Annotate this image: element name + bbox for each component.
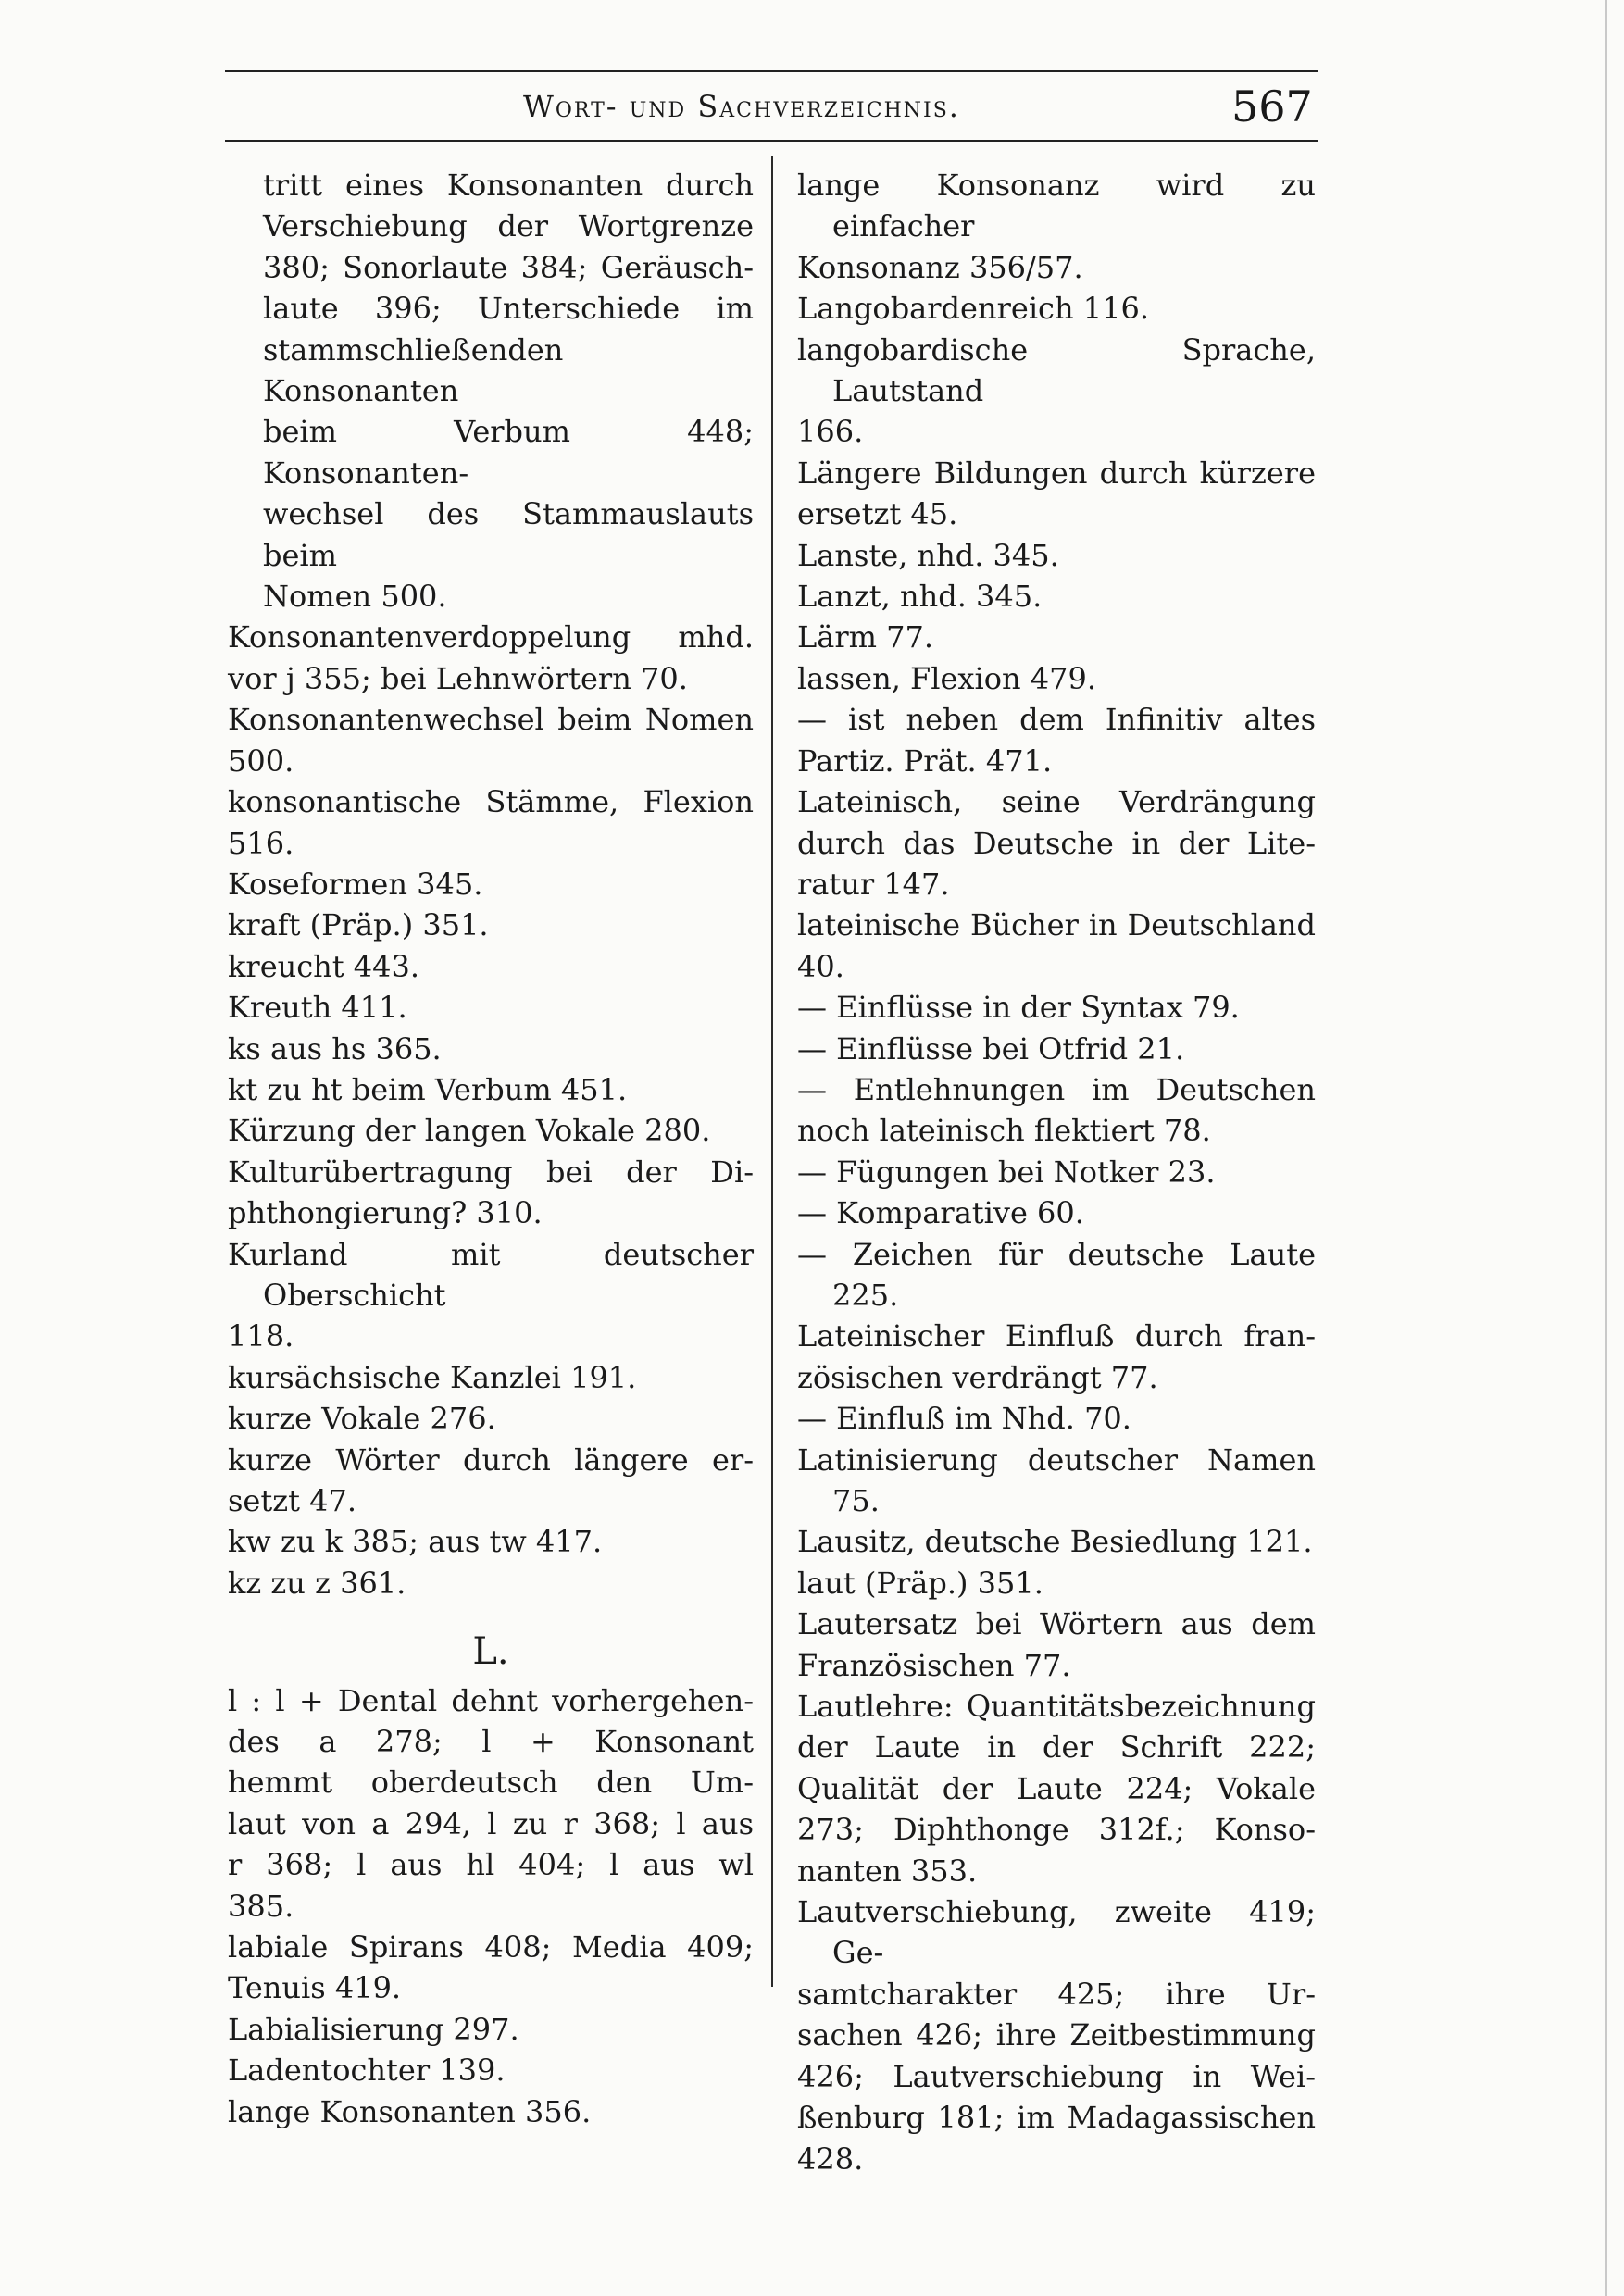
index-entry-line: Konsonantenwechsel beim Nomen — [228, 702, 754, 738]
index-entry — [797, 1603, 1316, 1686]
index-entry-line: der Laute in der Schrift 222; — [797, 1729, 1316, 1766]
index-entry-line: Lanste, nhd. 345. — [797, 537, 1059, 573]
page-number: 567 — [1231, 81, 1313, 131]
index-entry-line: Lärm 77. — [797, 619, 934, 655]
index-entry — [797, 535, 1316, 576]
index-entry-line: Kreuth 411. — [228, 990, 407, 1026]
index-entry — [228, 1440, 754, 1522]
index-entry-line: Lateinischer Einfluß durch fran- — [797, 1318, 1316, 1354]
index-entry-line: 380; Sonorlaute 384; Geräusch- — [263, 249, 754, 285]
index-entry-line: nanten 353. — [797, 1853, 978, 1889]
index-entry-line: lange Konsonanz wird zu einfacher — [797, 168, 1316, 244]
index-entry — [797, 905, 1316, 987]
index-entry-line: 273; Diphthonge 312f.; Konso- — [797, 1812, 1316, 1848]
header-rule-bottom — [225, 140, 1318, 142]
index-entry-line: 385. — [228, 1888, 294, 1924]
index-entry-line: Koseformen 345. — [228, 866, 483, 902]
index-entry — [797, 699, 1316, 781]
index-entry-line: stammschließenden Konsonanten — [263, 331, 564, 409]
index-entry — [228, 1680, 754, 1927]
index-entry-line: wechsel des Stammauslauts beim — [263, 496, 754, 573]
index-entry-line: Kurland mit deutscher Oberschicht — [228, 1236, 754, 1313]
index-entry-line: kt zu ht beim Verbum 451. — [228, 1071, 628, 1107]
index-entry-line: vor j 355; bei Lehnwörtern 70. — [228, 660, 688, 696]
index-entry — [797, 1234, 1316, 1316]
index-entry — [797, 1192, 1316, 1233]
index-entry-line: zösischen verdrängt 77. — [797, 1359, 1158, 1395]
index-entry-line: tritt eines Konsonanten durch — [263, 168, 754, 203]
index-entry-line: Tenuis 419. — [228, 1970, 402, 2006]
index-entry — [228, 2050, 754, 2090]
index-entry-line: kurze Wörter durch längere er- — [228, 1441, 754, 1478]
index-entry-line: laut von a 294, l zu r 368; l aus — [228, 1805, 754, 1841]
index-entry-line: kz zu z 361. — [228, 1565, 406, 1601]
index-entry-line: Konsonanz 356/57. — [797, 249, 1083, 285]
index-entry — [228, 905, 754, 945]
index-entry — [797, 576, 1316, 617]
index-entry-line: samtcharakter 425; ihre Ur- — [797, 1976, 1316, 2012]
header-rule-top — [225, 70, 1318, 72]
index-entry-line: durch das Deutsche in der Lite- — [797, 825, 1316, 861]
index-entry-line: kreucht 443. — [228, 948, 420, 984]
index-entry-line: 118. — [228, 1318, 294, 1354]
index-entry — [228, 1357, 754, 1398]
index-entry-line: Kulturübertragung bei der Di- — [228, 1154, 754, 1190]
index-entry — [797, 1521, 1316, 1562]
index-entry — [228, 1069, 754, 1110]
index-entry-line: 516. — [228, 825, 294, 861]
index-entry-line: Ladentochter 139. — [228, 2053, 506, 2089]
index-entry — [797, 1316, 1316, 1398]
right-column — [797, 165, 1316, 2179]
index-entry-line: l : l + Dental dehnt vorhergehen- — [228, 1682, 754, 1718]
index-entry-line: Lateinisch, seine Verdrängung — [797, 784, 1316, 820]
index-entry-line: — Zeichen für deutsche Laute 225. — [797, 1236, 1316, 1313]
index-entry-line: phthongierung? 310. — [228, 1195, 543, 1231]
index-entry-line: 500. — [228, 742, 294, 779]
index-entry — [797, 165, 1316, 288]
index-entry — [797, 1029, 1316, 1069]
index-entry-line: Lanzt, nhd. 345. — [797, 579, 1043, 615]
left-column — [228, 165, 754, 2132]
index-entry-line: Lautersatz bei Wörtern aus dem — [797, 1606, 1316, 1642]
index-entry — [797, 330, 1316, 453]
index-entry — [797, 781, 1316, 905]
index-entry — [228, 617, 754, 699]
index-entry-line: — Fügungen bei Notker 23. — [797, 1154, 1216, 1190]
index-entry-line: ßenburg 181; im Madagassischen — [797, 2100, 1316, 2136]
index-entry — [228, 1029, 754, 1069]
index-entry — [228, 1927, 754, 2009]
index-entry-line: Französischen 77. — [797, 1647, 1071, 1683]
index-entry — [797, 1563, 1316, 1603]
index-entry — [797, 1069, 1316, 1152]
index-entry-line: sachen 426; ihre Zeitbestimmung — [797, 2017, 1316, 2053]
page-edge-shadow — [1605, 0, 1607, 2296]
index-entry-line: Konsonantenverdoppelung mhd. — [228, 619, 754, 655]
index-entry-line: — Einfluß im Nhd. 70. — [797, 1401, 1131, 1437]
index-entry-line: labiale Spirans 408; Media 409; — [228, 1929, 754, 1965]
index-entry-line: lateinische Bücher in Deutschland — [797, 907, 1316, 943]
index-entry-line: 428. — [797, 2140, 864, 2177]
index-entry — [797, 1440, 1316, 1522]
index-entry-line: langobardische Sprache, Lautstand — [797, 331, 1316, 409]
index-entry — [228, 2091, 754, 2132]
index-entry-line: Nomen 500. — [263, 579, 447, 615]
index-entry-line: ersetzt 45. — [797, 496, 958, 532]
index-entry-line: lassen, Flexion 479. — [797, 660, 1096, 696]
column-divider — [771, 156, 773, 1987]
index-entry-line: r 368; l aus hl 404; l aus wl — [228, 1847, 754, 1883]
index-entry-line: Qualität der Laute 224; Vokale — [797, 1770, 1316, 1806]
index-entry — [228, 165, 754, 617]
index-entry-line: — Einflüsse bei Otfrid 21. — [797, 1030, 1185, 1067]
index-entry-line: 426; Lautverschiebung in Wei- — [797, 2058, 1316, 2094]
index-entry-line: — Entlehnungen im Deutschen — [797, 1071, 1316, 1107]
index-entry-line: lange Konsonanten 356. — [228, 2093, 592, 2129]
index-entry — [228, 1521, 754, 1562]
index-entry-line: Lautlehre: Quantitätsbezeichnung — [797, 1689, 1316, 1725]
index-entry — [797, 288, 1316, 329]
index-entry — [228, 1563, 754, 1603]
index-entry-line: des a 278; l + Konsonant — [228, 1724, 754, 1760]
index-entry-line: ks aus hs 365. — [228, 1030, 442, 1067]
index-entry-line: noch lateinisch flektiert 78. — [797, 1113, 1211, 1149]
index-entry-line: Langobardenreich 116. — [797, 291, 1149, 327]
index-entry — [797, 658, 1316, 699]
index-entry — [797, 1686, 1316, 1891]
index-entry-line: 166. — [797, 414, 864, 450]
index-entry-line: laut (Präp.) 351. — [797, 1565, 1043, 1601]
index-entry — [797, 1152, 1316, 1192]
index-entry-line: Labialisierung 297. — [228, 2011, 519, 2047]
index-entry-line: Lautverschiebung, zweite 419; Ge- — [797, 1894, 1316, 1971]
index-entry-line: kurze Vokale 276. — [228, 1401, 496, 1437]
index-entry-line: — Einflüsse in der Syntax 79. — [797, 990, 1240, 1026]
index-entry-line: beim Verbum 448; Konsonanten- — [263, 414, 754, 491]
index-entry-line: 40. — [797, 948, 844, 984]
index-entry-line: Längere Bildungen durch kürzere — [797, 455, 1316, 491]
index-entry — [228, 699, 754, 781]
index-entry — [228, 2009, 754, 2050]
index-entry-line: hemmt oberdeutsch den Um- — [228, 1765, 754, 1801]
index-entry-line: — Komparative 60. — [797, 1195, 1084, 1231]
index-entry-line: kraft (Präp.) 351. — [228, 907, 489, 943]
index-entry — [228, 864, 754, 905]
index-entry-line: konsonantische Stämme, Flexion — [228, 784, 754, 820]
index-entry — [228, 1234, 754, 1357]
index-entry — [228, 1152, 754, 1234]
index-entry-line: ratur 147. — [797, 866, 950, 902]
index-entry-line: setzt 47. — [228, 1483, 356, 1518]
index-entry-line: — ist neben dem Infinitiv altes — [797, 702, 1316, 738]
index-entry — [797, 617, 1316, 657]
index-entry-line: kw zu k 385; aus tw 417. — [228, 1524, 603, 1560]
index-entry — [797, 453, 1316, 535]
index-entry-line: Partiz. Prät. 471. — [797, 742, 1053, 779]
index-entry — [228, 946, 754, 987]
index-entry — [228, 781, 754, 864]
index-entry-line: kursächsische Kanzlei 191. — [228, 1359, 637, 1395]
index-entry — [797, 1398, 1316, 1439]
index-entry — [797, 1891, 1316, 2179]
index-entry-line: Kürzung der langen Vokale 280. — [228, 1113, 711, 1149]
index-entry-line: Lausitz, deutsche Besiedlung 121. — [797, 1524, 1313, 1560]
index-entry-line: laute 396; Unterschiede im — [263, 291, 754, 327]
index-entry-line: Verschiebung der Wortgrenze — [263, 208, 754, 244]
running-head: Wort- und Sachverzeichnis. — [523, 89, 960, 124]
index-entry — [797, 987, 1316, 1028]
index-entry — [228, 1398, 754, 1439]
section-letter: L. — [472, 1630, 509, 1674]
index-entry — [228, 987, 754, 1028]
index-entry — [228, 1110, 754, 1151]
index-entry-line: Latinisierung deutscher Namen 75. — [797, 1441, 1316, 1518]
